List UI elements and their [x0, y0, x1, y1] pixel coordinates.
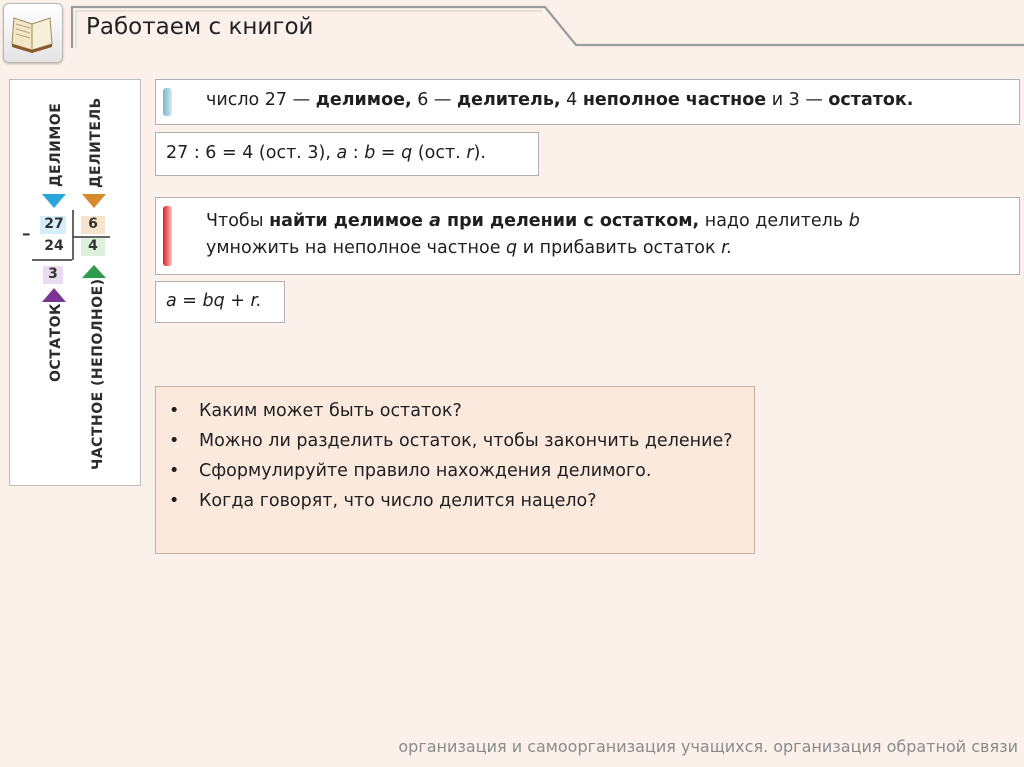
definition-text-part: число 27 — — [206, 90, 316, 110]
remainder-value: 3 — [48, 266, 58, 282]
term-remainder: остаток. — [828, 90, 914, 110]
questions-list — [156, 387, 754, 516]
formula-text — [166, 143, 486, 163]
definition-text-part: и 3 — — [766, 90, 829, 110]
formula-box — [155, 132, 539, 176]
dividend-value: 27 — [44, 216, 64, 232]
term-dividend: делимое, — [315, 90, 412, 110]
quotient-label: ЧАСТНОЕ (НЕПОЛНОЕ) — [90, 278, 106, 470]
book-logo-icon — [3, 3, 63, 63]
formula-part: 27 : 6 = 4 (ост. 3), — [166, 143, 337, 163]
definition-accent — [163, 88, 172, 116]
list-item — [156, 426, 744, 456]
question-text: Сформулируйте правило нахождения делимого. — [199, 461, 652, 481]
rule-part: надо делитель — [699, 211, 849, 231]
formula-var-a: a — [336, 143, 348, 163]
remainder-label: ОСТАТОК — [48, 303, 64, 382]
rule-part: и прибавить остаток — [517, 238, 722, 258]
page-title: Работаем с книгой — [86, 14, 314, 40]
rule-part: Чтобы — [206, 211, 270, 231]
rule-bold: найти делимое — [269, 211, 430, 231]
definition-text — [206, 90, 913, 110]
rule-var-b: b — [848, 211, 860, 231]
footer-text: организация и самоорганизация учащихся. организация обратной связи — [398, 737, 1018, 756]
title-bar — [70, 4, 1024, 50]
rule-box — [155, 197, 1020, 275]
definition-box — [155, 79, 1020, 125]
term-divisor: делитель, — [456, 90, 561, 110]
dividend-label: ДЕЛИМОЕ — [48, 102, 64, 187]
list-item — [156, 396, 744, 426]
rule-var-r: r. — [721, 238, 733, 258]
minus-sign: – — [22, 224, 31, 244]
rule-line-1 — [206, 208, 860, 235]
rule-bold: при делении с остатком, — [440, 211, 700, 231]
question-text: Когда говорят, что число делится нацело? — [199, 491, 597, 511]
rule-var-q: q — [506, 238, 518, 258]
definition-text-part: 6 — — [411, 90, 457, 110]
quotient-value: 4 — [88, 238, 98, 254]
rule-accent — [163, 206, 172, 266]
rule-part: умножить на неполное частное — [206, 238, 507, 258]
open-book-icon — [4, 4, 62, 62]
long-division-graphic — [10, 80, 140, 485]
quotient-arrow-icon — [82, 265, 106, 278]
formula-var-q: q — [401, 143, 413, 163]
rule-line-2 — [206, 235, 860, 262]
formula-part: (ост. — [412, 143, 467, 163]
remainder-arrow-icon — [42, 288, 66, 302]
divisor-value: 6 — [88, 216, 98, 232]
formula-part: : — [347, 143, 365, 163]
definition-text-part: 4 — [560, 90, 583, 110]
list-item — [156, 456, 744, 486]
division-diagram — [9, 79, 141, 486]
dividend-arrow-icon — [42, 194, 66, 208]
equation-box — [155, 281, 285, 323]
rule-var-a: a — [429, 211, 441, 231]
bullet-icon: • — [169, 401, 180, 421]
bullet-icon: • — [169, 491, 180, 511]
equation-text: a = bq + r. — [166, 291, 262, 311]
bullet-icon: • — [169, 461, 180, 481]
bullet-icon: • — [169, 431, 180, 451]
formula-var-b: b — [364, 143, 376, 163]
divisor-arrow-icon — [82, 194, 106, 208]
formula-part: ). — [473, 143, 486, 163]
question-text: Можно ли разделить остаток, чтобы закончить деление? — [199, 431, 733, 451]
questions-box — [155, 386, 755, 554]
term-quotient: неполное частное — [582, 90, 767, 110]
formula-var-r: r — [466, 143, 474, 163]
list-item — [156, 486, 744, 516]
rule-text — [206, 208, 860, 262]
formula-part: = — [375, 143, 402, 163]
subtracted-value: 24 — [44, 238, 64, 254]
divisor-label: ДЕЛИТЕЛЬ — [88, 97, 104, 188]
question-text: Каким может быть остаток? — [199, 401, 462, 421]
